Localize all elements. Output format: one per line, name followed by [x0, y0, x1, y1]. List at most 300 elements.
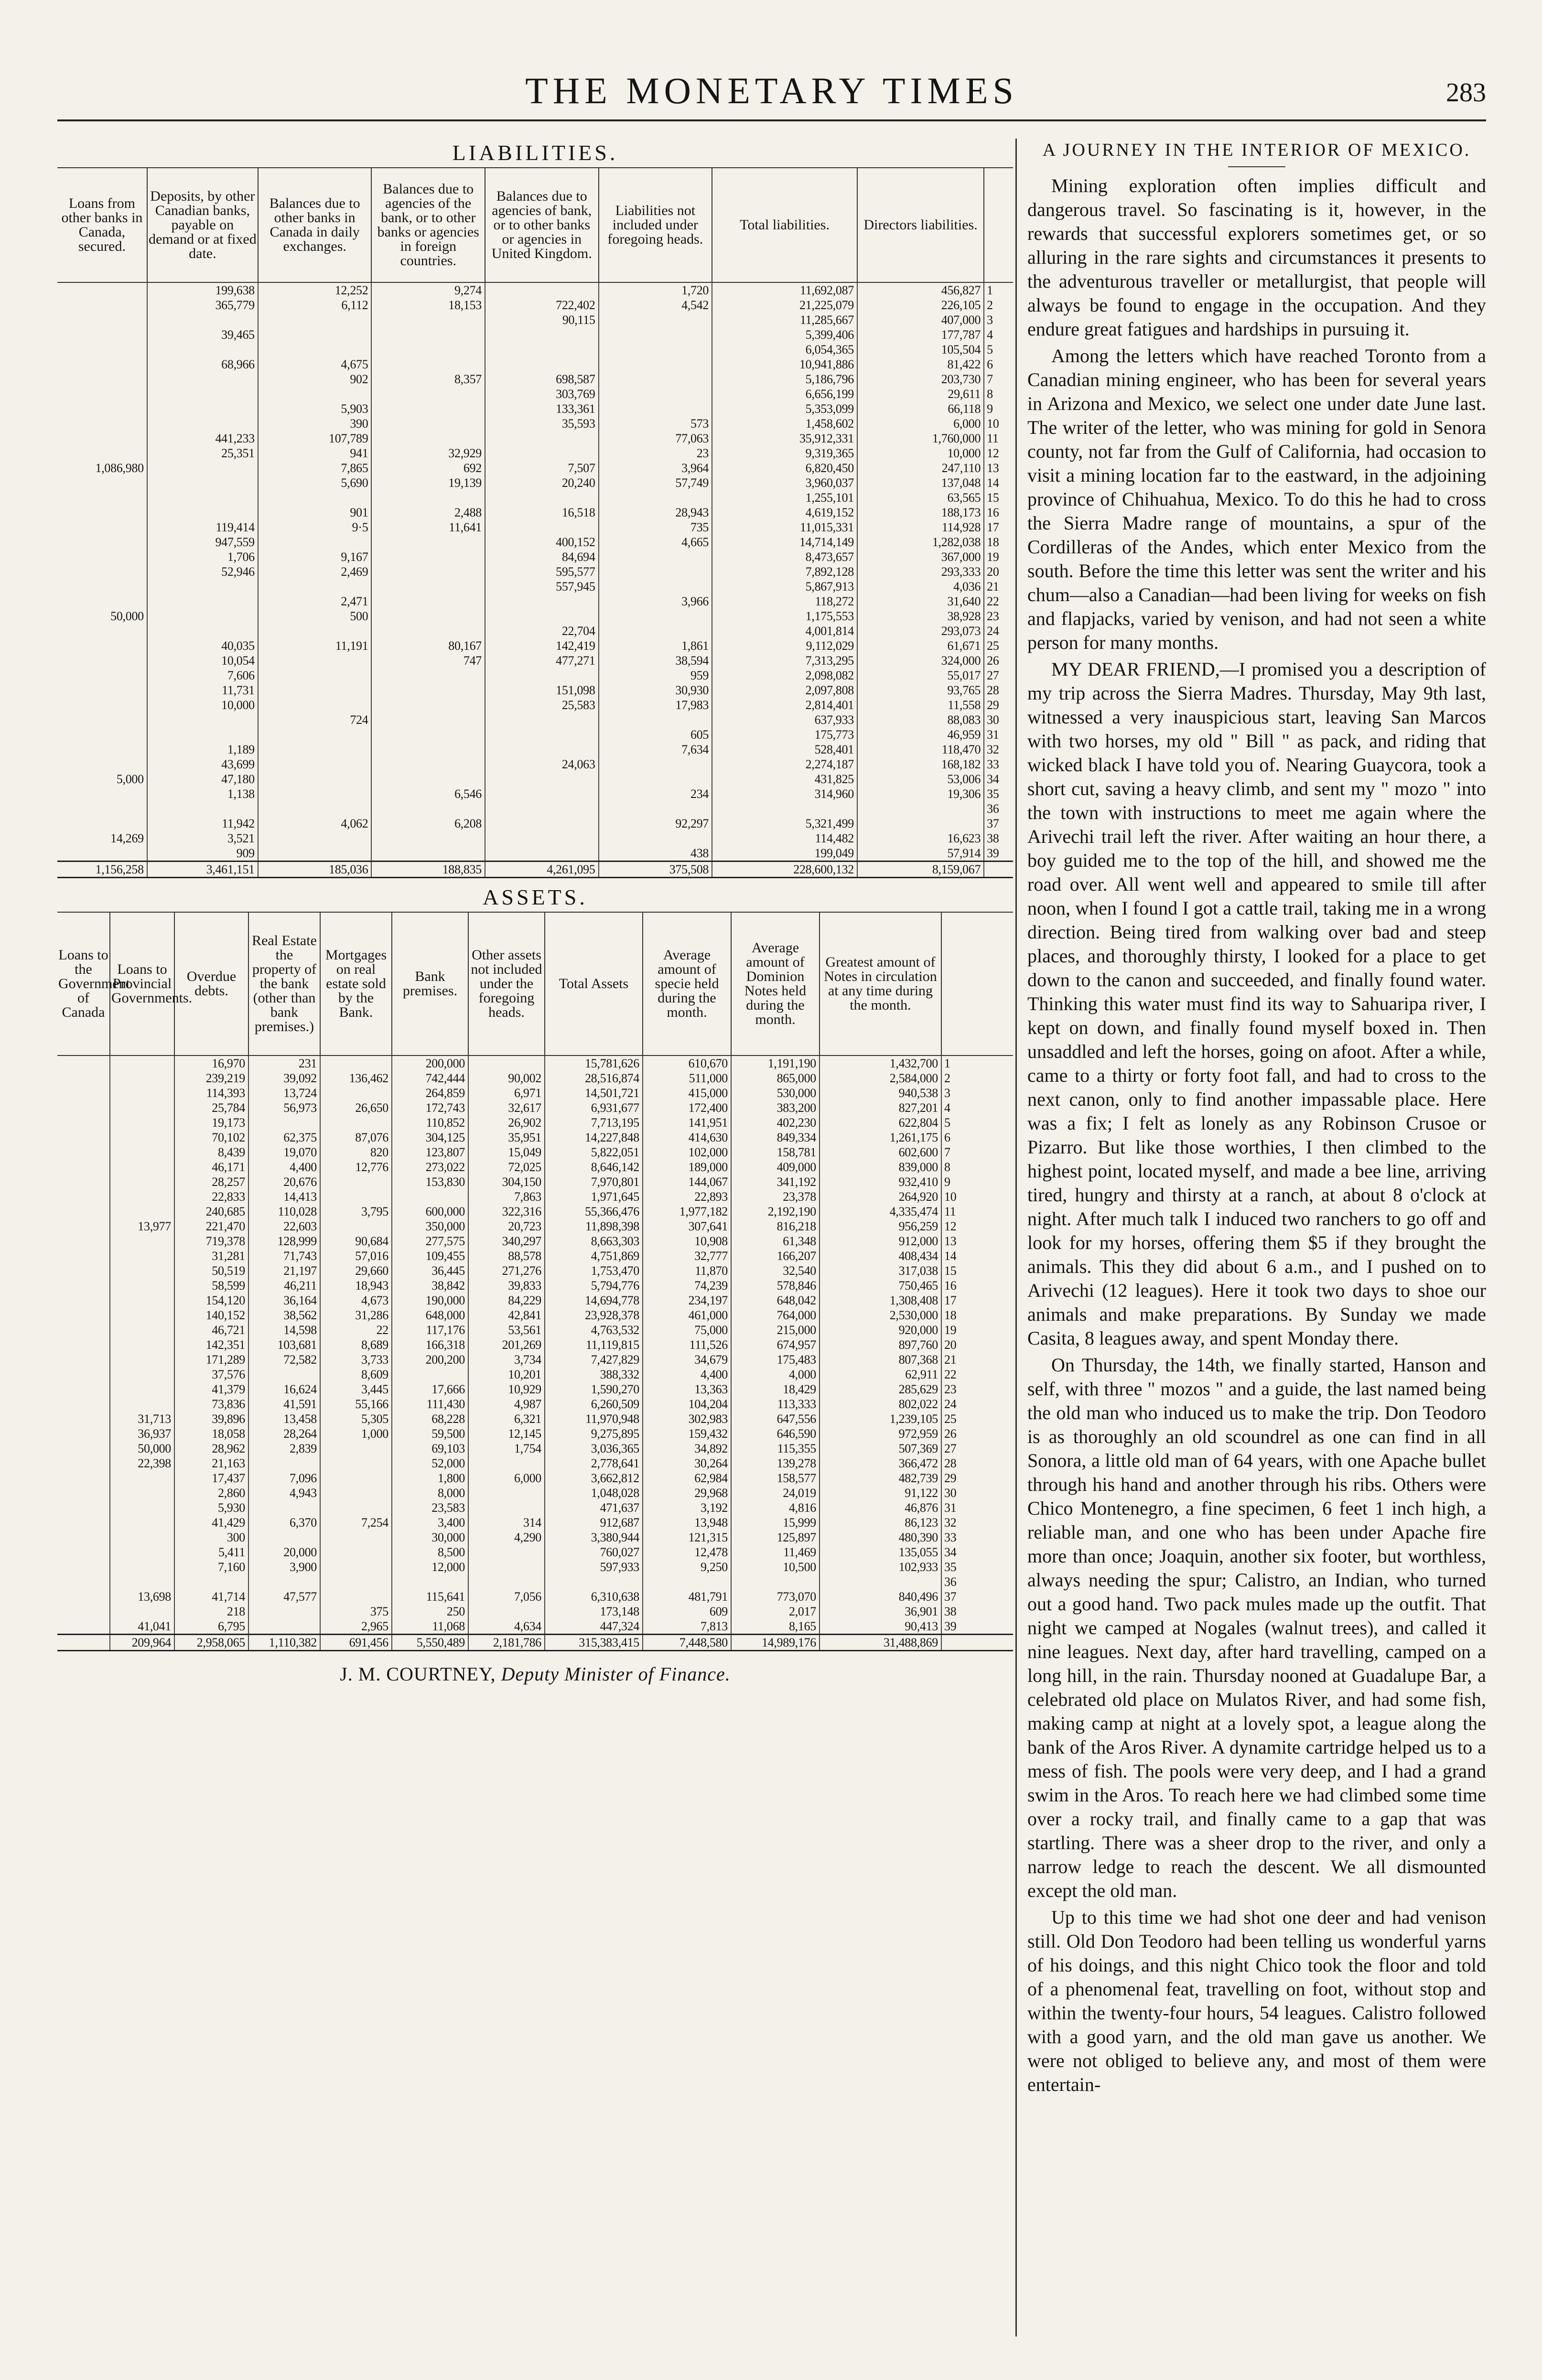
row-index-cell: 30: [941, 1486, 1013, 1500]
table-cell: [57, 1115, 110, 1130]
table-row: [57, 624, 1013, 638]
table-cell: 4,751,869: [545, 1249, 643, 1263]
total-cell: [984, 862, 1013, 878]
table-cell: 36,164: [248, 1293, 320, 1308]
table-cell: 10,000: [857, 446, 984, 461]
assets-column-header: Total Assets: [545, 912, 643, 1055]
table-cell: [110, 1204, 174, 1219]
table-cell: 940,538: [820, 1086, 941, 1100]
table-cell: 23,378: [731, 1189, 820, 1204]
table-row: [57, 1500, 1013, 1515]
page-number: 283: [1446, 78, 1486, 108]
table-cell: 23,928,378: [545, 1308, 643, 1323]
table-cell: 43,699: [147, 757, 258, 772]
table-cell: [57, 801, 147, 816]
table-row: [57, 401, 1013, 416]
table-row: [57, 1160, 1013, 1174]
table-cell: [820, 1574, 941, 1589]
table-cell: 172,400: [643, 1100, 731, 1115]
row-index-cell: 29: [941, 1471, 1013, 1486]
table-cell: [57, 1456, 110, 1471]
table-row: [57, 1352, 1013, 1367]
table-cell: 5,411: [174, 1545, 248, 1560]
table-cell: 158,577: [731, 1471, 820, 1486]
table-cell: 4,943: [248, 1486, 320, 1500]
table-cell: 47,577: [248, 1589, 320, 1604]
table-cell: [57, 282, 147, 298]
table-cell: [57, 1100, 110, 1115]
table-cell: [57, 579, 147, 594]
table-cell: 153,830: [392, 1174, 468, 1189]
table-cell: 2,530,000: [820, 1308, 941, 1323]
table-cell: 199,638: [147, 282, 258, 298]
table-cell: 461,000: [643, 1308, 731, 1323]
table-cell: 55,366,476: [545, 1204, 643, 1219]
table-cell: [485, 742, 599, 757]
table-cell: 302,983: [643, 1411, 731, 1426]
table-row: [57, 446, 1013, 461]
table-cell: [57, 1189, 110, 1204]
row-index-cell: 11: [941, 1204, 1013, 1219]
table-cell: [57, 1589, 110, 1604]
table-row: [57, 1234, 1013, 1249]
table-cell: 4,763,532: [545, 1323, 643, 1337]
table-cell: 340,297: [468, 1234, 545, 1249]
table-cell: 173,148: [545, 1604, 643, 1619]
row-index-cell: 35: [941, 1560, 1013, 1574]
total-cell: 1,110,382: [248, 1635, 320, 1651]
table-cell: 117,176: [392, 1323, 468, 1337]
table-row: [57, 1397, 1013, 1411]
table-cell: 38,594: [599, 653, 712, 668]
assets-column-header: Average amount of specie held during the month.: [643, 912, 731, 1055]
table-cell: 610,670: [643, 1055, 731, 1071]
table-cell: [258, 831, 372, 846]
table-cell: [371, 712, 485, 727]
assets-column-header: Loans to the Government of Canada: [57, 912, 110, 1055]
table-cell: [248, 1456, 320, 1471]
table-row: [57, 668, 1013, 683]
table-cell: 1,706: [147, 549, 258, 564]
table-cell: 111,430: [392, 1397, 468, 1411]
table-cell: 481,791: [643, 1589, 731, 1604]
table-cell: [371, 416, 485, 431]
table-row: [57, 372, 1013, 387]
table-cell: 77,063: [599, 431, 712, 446]
table-cell: 1,308,408: [820, 1293, 941, 1308]
table-cell: [320, 1219, 392, 1234]
table-cell: 4,400: [248, 1160, 320, 1174]
row-index-cell: 34: [941, 1545, 1013, 1560]
table-cell: 14,269: [110, 831, 144, 845]
table-cell: 36,937: [110, 1426, 174, 1441]
table-cell: 719,378: [174, 1234, 248, 1249]
column-divider: [1015, 139, 1017, 2337]
table-cell: 4,675: [258, 357, 372, 372]
table-cell: 300: [174, 1530, 248, 1545]
table-cell: [248, 1619, 320, 1635]
table-row: [57, 298, 1013, 312]
table-cell: 4,290: [468, 1530, 545, 1545]
total-cell: 2,181,786: [468, 1635, 545, 1651]
table-cell: [371, 683, 485, 698]
table-cell: [110, 1574, 174, 1589]
table-cell: 188,173: [857, 505, 984, 520]
table-cell: [147, 712, 258, 727]
table-cell: 46,876: [820, 1500, 941, 1515]
row-index-cell: 7: [941, 1145, 1013, 1160]
table-cell: [57, 1071, 110, 1086]
table-cell: 3,734: [468, 1352, 545, 1367]
assets-column-header: Mortgages on real estate sold by the Bank.: [320, 912, 392, 1055]
table-row: [57, 312, 1013, 327]
table-cell: [371, 401, 485, 416]
table-cell: [147, 727, 258, 742]
table-cell: [545, 1574, 643, 1589]
table-cell: 932,410: [820, 1174, 941, 1189]
table-cell: 314,960: [712, 786, 857, 801]
table-cell: 6,208: [371, 816, 485, 831]
table-cell: 959: [599, 668, 712, 683]
table-cell: [731, 1574, 820, 1589]
table-cell: 11,870: [643, 1263, 731, 1278]
table-cell: [599, 801, 712, 816]
table-cell: 239,219: [174, 1071, 248, 1086]
table-cell: 277,575: [392, 1234, 468, 1249]
assets-column-header: Other assets not included under the foregoing heads.: [468, 912, 545, 1055]
table-cell: 1,239,105: [820, 1411, 941, 1426]
table-cell: 4,634: [468, 1619, 545, 1635]
table-cell: 264,920: [820, 1189, 941, 1204]
table-cell: [485, 668, 599, 683]
table-cell: [147, 312, 258, 327]
row-index-cell: 21: [941, 1352, 1013, 1367]
table-cell: 8,473,657: [712, 549, 857, 564]
row-index-cell: 29: [984, 698, 1013, 712]
table-cell: 75,000: [643, 1323, 731, 1337]
row-index-cell: 39: [941, 1619, 1013, 1635]
table-cell: 15,999: [731, 1515, 820, 1530]
table-cell: 142,351: [174, 1337, 248, 1352]
table-cell: 16,518: [485, 505, 599, 520]
row-index-cell: 31: [941, 1500, 1013, 1515]
table-cell: [57, 846, 147, 862]
table-cell: 11,731: [147, 683, 258, 698]
table-cell: 956,259: [820, 1219, 941, 1234]
table-cell: [57, 1278, 110, 1293]
table-cell: 84,694: [485, 549, 599, 564]
table-cell: [599, 401, 712, 416]
table-cell: 41,429: [174, 1515, 248, 1530]
table-cell: [599, 624, 712, 638]
table-cell: 7,606: [147, 668, 258, 683]
table-row: [57, 1574, 1013, 1589]
table-cell: 22,603: [248, 1219, 320, 1234]
table-cell: 69,103: [392, 1441, 468, 1456]
table-cell: 9,319,365: [712, 446, 857, 461]
row-index-cell: 37: [984, 816, 1013, 831]
table-cell: 118,470: [857, 742, 984, 757]
table-cell: 304,150: [468, 1174, 545, 1189]
table-cell: [599, 342, 712, 357]
table-cell: 456,827: [857, 282, 984, 298]
table-cell: 218: [174, 1604, 248, 1619]
table-cell: [371, 431, 485, 446]
table-cell: 646,590: [731, 1426, 820, 1441]
table-cell: 4,816: [731, 1500, 820, 1515]
table-cell: 88,578: [468, 1249, 545, 1263]
table-cell: [57, 549, 147, 564]
table-cell: 573: [599, 416, 712, 431]
table-cell: 20,676: [248, 1174, 320, 1189]
table-cell: 9,112,029: [712, 638, 857, 653]
table-cell: 13,977: [110, 1219, 174, 1234]
table-cell: [110, 1174, 174, 1189]
table-cell: 18,153: [371, 298, 485, 312]
table-cell: 17,666: [392, 1382, 468, 1397]
total-cell: 691,456: [320, 1635, 392, 1651]
table-cell: [110, 1308, 174, 1323]
table-cell: 2,274,187: [712, 757, 857, 772]
table-cell: 304,125: [392, 1130, 468, 1145]
row-index-cell: 3: [941, 1086, 1013, 1100]
table-cell: 365,779: [147, 298, 258, 312]
table-cell: [57, 1382, 110, 1397]
table-row: [57, 831, 1013, 846]
table-cell: [392, 1367, 468, 1382]
table-cell: [258, 387, 372, 401]
table-cell: 92,297: [599, 816, 712, 831]
table-cell: [320, 1560, 392, 1574]
row-index-cell: 6: [984, 357, 1013, 372]
table-cell: [57, 1486, 110, 1500]
table-cell: 11,119,815: [545, 1337, 643, 1352]
table-row: [57, 327, 1013, 342]
table-cell: 597,933: [545, 1560, 643, 1574]
table-cell: 57,016: [320, 1249, 392, 1263]
table-cell: 807,368: [820, 1352, 941, 1367]
table-cell: 47,180: [147, 772, 258, 786]
table-cell: 2,778,641: [545, 1456, 643, 1471]
table-row: [57, 1426, 1013, 1441]
table-cell: [147, 461, 258, 475]
table-cell: [57, 401, 147, 416]
table-cell: [258, 490, 372, 505]
row-index-cell: 5: [984, 342, 1013, 357]
table-cell: 3,662,812: [545, 1471, 643, 1486]
table-row: [57, 727, 1013, 742]
table-cell: [110, 1352, 174, 1367]
table-cell: 11,970,948: [545, 1411, 643, 1426]
table-row: [57, 1174, 1013, 1189]
table-cell: [57, 816, 147, 831]
table-cell: [371, 801, 485, 816]
table-cell: 6,931,677: [545, 1100, 643, 1115]
table-cell: 912,687: [545, 1515, 643, 1530]
total-cell: 7,448,580: [643, 1635, 731, 1651]
table-cell: 23: [599, 446, 712, 461]
table-cell: [258, 683, 372, 698]
table-cell: 1,754: [468, 1441, 545, 1456]
table-cell: [110, 1367, 174, 1382]
table-cell: [468, 1055, 545, 1071]
row-index-cell: 20: [984, 564, 1013, 579]
table-cell: [57, 1130, 110, 1145]
table-cell: 600,000: [392, 1204, 468, 1219]
article-title: A JOURNEY IN THE INTERIOR OF MEXICO.: [1042, 140, 1471, 160]
table-cell: [599, 712, 712, 727]
table-cell: [110, 1486, 174, 1500]
table-cell: 5,822,051: [545, 1145, 643, 1160]
table-cell: 1,971,645: [545, 1189, 643, 1204]
signature-line: [57, 1663, 1013, 1685]
table-cell: [57, 757, 147, 772]
table-cell: [110, 1278, 174, 1293]
table-cell: 154,120: [174, 1293, 248, 1308]
table-cell: [485, 609, 599, 624]
table-cell: 41,591: [248, 1397, 320, 1411]
table-cell: [258, 742, 372, 757]
table-cell: 32,929: [371, 446, 485, 461]
table-cell: 30,930: [599, 683, 712, 698]
table-cell: 400,152: [485, 535, 599, 549]
table-cell: [258, 312, 372, 327]
table-row: [57, 609, 1013, 624]
table-cell: 40,035: [147, 638, 258, 653]
table-cell: 3,795: [320, 1204, 392, 1219]
table-cell: [258, 579, 372, 594]
table-cell: [57, 653, 147, 668]
table-row: [57, 816, 1013, 831]
table-cell: [57, 1426, 110, 1441]
table-cell: 34,892: [643, 1441, 731, 1456]
table-cell: 70,102: [174, 1130, 248, 1145]
table-cell: 39,833: [468, 1278, 545, 1293]
table-row: [57, 786, 1013, 801]
table-cell: 5,930: [174, 1500, 248, 1515]
table-row: [57, 1071, 1013, 1086]
table-cell: 19,306: [857, 786, 984, 801]
table-cell: 20,723: [468, 1219, 545, 1234]
table-cell: [371, 594, 485, 609]
table-cell: [57, 1337, 110, 1352]
table-cell: 87,076: [320, 1130, 392, 1145]
table-cell: [110, 1323, 174, 1337]
table-cell: 139,278: [731, 1456, 820, 1471]
row-index-cell: 28: [941, 1456, 1013, 1471]
table-cell: [258, 535, 372, 549]
table-cell: 221,470: [174, 1219, 248, 1234]
table-cell: 1,261,175: [820, 1130, 941, 1145]
table-cell: 4,000: [731, 1367, 820, 1382]
article-column: [1027, 139, 1486, 2100]
table-cell: 2,469: [258, 564, 372, 579]
table-cell: 121,315: [643, 1530, 731, 1545]
table-cell: [599, 312, 712, 327]
table-cell: [468, 1486, 545, 1500]
table-cell: 201,269: [468, 1337, 545, 1352]
table-cell: [147, 387, 258, 401]
table-cell: [110, 1115, 174, 1130]
table-cell: 41,714: [174, 1589, 248, 1604]
table-cell: 119,414: [147, 520, 258, 535]
table-cell: [57, 357, 147, 372]
table-cell: [485, 282, 599, 298]
table-cell: 341,192: [731, 1174, 820, 1189]
table-cell: 17,437: [174, 1471, 248, 1486]
article-paragraph: MY DEAR FRIEND,—I promised you a description of my trip across the Sierra Madres. Thursday, May 9th last, witnessed a very inauspicious start, leaving San Marcos with two horses, my old " Bill " as pack, and riding that wicked black I have told you of. Nearing Guaycora, took a short cut, saving a heavy climb, and sent my " mozo " into the town with instructions to meet me again where the Arivechi trail left the river. After waiting an hour there, a boy guided me to the top of the hill, and showed me the road over. All went well and appeared to smile till after noon, when I found I got a cattle trail, taking me in a wrong direction. Being tired from walking over bad and steep places, and thoroughly thirsty, I looked for a place to get down to the canon and succeeded, and finally found water. Thinking this water must find its way to Sahuaripa river, I kept on down, and finally found myself boxed in. Then unsaddled and left the horses, going on afoot. After a while, came to a thirty or forty foot fall, and had to cross to the next canon, only to find another impassable place. Here was a fix; I felt as lonely as any Robinson Crusoe or Pizarro. But like those worthies, I then climbed to the highest point, located myself, and made a bee line, arriving tired, hungry and thirsty at a ranch, at about 8 o'clock at night. After much talk I induced two ranchers to go off and look for my horses, offering them $5 if they brought the animals. This they did about 6 a.m., and I pushed on to Arivechi (12 leagues). Here it took two days to shoe our animals and make preparations. By Sunday we made Casita, 8 leagues away, and spent Monday there.: [1027, 658, 1486, 1349]
liabilities-column-header: Balances due to other banks in Canada in daily exchanges.: [258, 168, 372, 282]
table-cell: 3,900: [248, 1560, 320, 1574]
table-cell: 104,204: [643, 1397, 731, 1411]
total-cell: 228,600,132: [712, 862, 857, 878]
table-cell: [320, 1189, 392, 1204]
table-cell: 4,062: [258, 816, 372, 831]
table-cell: [110, 1145, 174, 1160]
table-cell: 29,660: [320, 1263, 392, 1278]
table-cell: 8,609: [320, 1367, 392, 1382]
table-cell: 595,577: [485, 564, 599, 579]
table-cell: [371, 846, 485, 862]
table-cell: 151,098: [485, 683, 599, 698]
table-row: [57, 535, 1013, 549]
table-cell: [485, 520, 599, 535]
table-row: [57, 801, 1013, 816]
table-cell: 3,960,037: [712, 475, 857, 490]
table-cell: 4,335,474: [820, 1204, 941, 1219]
table-cell: 3,192: [643, 1500, 731, 1515]
table-cell: 19,139: [371, 475, 485, 490]
table-cell: 3,445: [320, 1382, 392, 1397]
assets-header-row: [57, 912, 1013, 1055]
table-cell: 135,055: [820, 1545, 941, 1560]
table-cell: [147, 594, 258, 609]
table-cell: 698,587: [485, 372, 599, 387]
table-cell: 5,305: [320, 1411, 392, 1426]
table-cell: 5,794,776: [545, 1278, 643, 1293]
table-row: [57, 1619, 1013, 1635]
table-cell: 773,070: [731, 1589, 820, 1604]
row-index-cell: 28: [984, 683, 1013, 698]
table-cell: 2,192,190: [731, 1204, 820, 1219]
total-cell: 2,958,065: [174, 1635, 248, 1651]
table-cell: [371, 564, 485, 579]
totals-row: [57, 862, 1013, 878]
table-cell: [371, 772, 485, 786]
table-cell: 62,911: [820, 1367, 941, 1382]
table-row: [57, 282, 1013, 298]
table-cell: 8,646,142: [545, 1160, 643, 1174]
table-cell: 11,692,087: [712, 282, 857, 298]
table-cell: [57, 1263, 110, 1278]
table-cell: 1,432,700: [820, 1055, 941, 1071]
row-index-cell: 1: [941, 1055, 1013, 1071]
table-cell: 72,025: [468, 1160, 545, 1174]
table-cell: 912,000: [820, 1234, 941, 1249]
table-cell: [857, 816, 984, 831]
table-cell: 32,540: [731, 1263, 820, 1278]
table-cell: 285,629: [820, 1382, 941, 1397]
table-cell: [57, 1560, 110, 1574]
assets-column-header: Greatest amount of Notes in circulation at any time during the month.: [820, 912, 941, 1055]
table-cell: [468, 1574, 545, 1589]
table-cell: [371, 387, 485, 401]
table-cell: 28,943: [599, 505, 712, 520]
table-row: [57, 653, 1013, 668]
table-cell: 144,067: [643, 1174, 731, 1189]
table-cell: 12,776: [320, 1160, 392, 1174]
table-cell: [57, 1619, 110, 1635]
